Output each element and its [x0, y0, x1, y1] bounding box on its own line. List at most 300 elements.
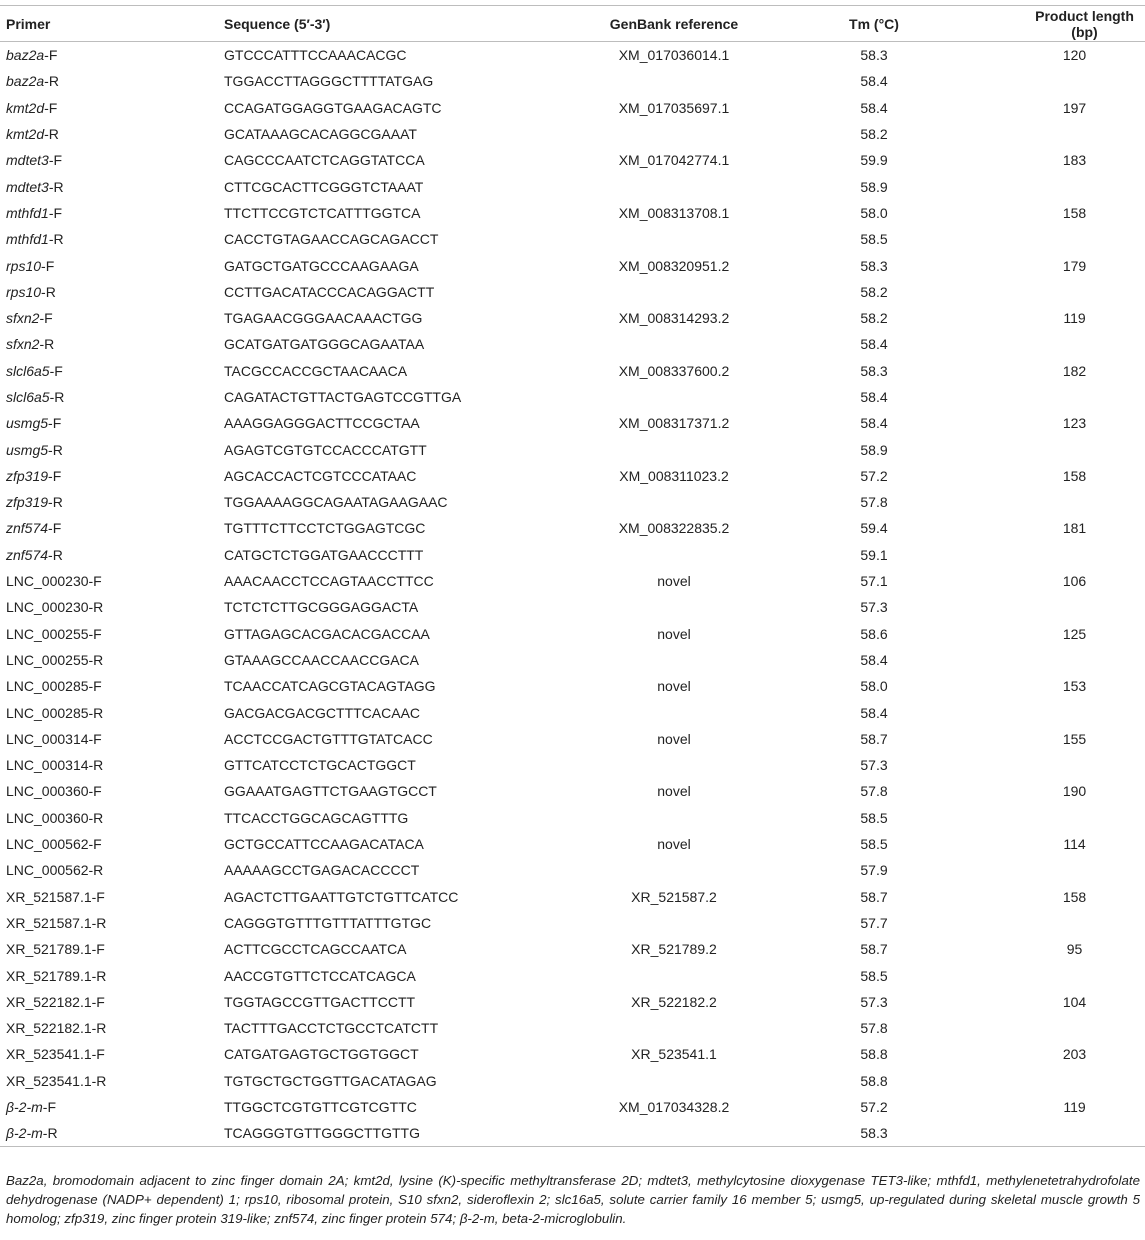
- genbank-cell: XM_008320951.2: [618, 257, 730, 274]
- tm-cell: 58.9: [860, 441, 888, 458]
- sequence-cell: TGGACCTTAGGGCTTTTATGAG: [224, 73, 434, 90]
- sequence-cell: AGACTCTTGAATTGTCTGTTCATCC: [224, 888, 459, 905]
- table-row: [0, 95, 1145, 121]
- primer-suffix: LNC_000230-F: [6, 573, 102, 590]
- table-row: [0, 910, 1145, 936]
- table-row: [0, 936, 1145, 962]
- primer-suffix: -F: [41, 257, 55, 274]
- product-length-cell: 119: [1063, 1099, 1086, 1116]
- header-sequence: Sequence (5′-3′): [218, 6, 564, 42]
- sequence-cell: AAAGGAGGGACTTCCGCTAA: [224, 415, 420, 432]
- table-row: [0, 436, 1145, 462]
- table-row: [0, 1120, 1145, 1147]
- product-length-cell: 158: [1062, 204, 1087, 221]
- primer-cell: [0, 200, 218, 226]
- primer-cell: [0, 173, 218, 199]
- primer-suffix: XR_521789.1-F: [6, 941, 105, 958]
- primer-suffix: -R: [42, 1125, 58, 1142]
- gene-name: kmt2d: [6, 99, 45, 116]
- sequence-cell: CATGCTCTGGATGAACCCTTT: [224, 546, 424, 563]
- table-row: [0, 68, 1145, 94]
- tm-cell: 57.8: [860, 1020, 888, 1037]
- gene-name: mdtet3: [6, 152, 49, 169]
- primer-suffix: -F: [44, 99, 58, 116]
- product-length-cell: [964, 121, 1145, 147]
- tm-cell: 59.9: [860, 152, 888, 169]
- sequence-cell: TACGCCACCGCTAACAACA: [224, 362, 408, 379]
- primer-cell: [0, 358, 218, 384]
- sequence-cell: TCAACCATCAGCGTACAGTAGG: [224, 678, 436, 695]
- product-length-cell: [964, 857, 1145, 883]
- primer-suffix: -F: [44, 47, 58, 64]
- genbank-cell: XR_521789.2: [631, 941, 717, 958]
- gene-name: slcl6a5: [6, 389, 50, 405]
- table-row: [0, 252, 1145, 278]
- genbank-cell: [564, 542, 784, 568]
- product-length-cell: 125: [1062, 625, 1087, 642]
- genbank-cell: [564, 805, 784, 831]
- sequence-cell: TCAGGGTGTTGGGCTTGTTG: [218, 1120, 564, 1147]
- genbank-cell: novel: [657, 730, 691, 747]
- gene-name: baz2a: [6, 73, 45, 90]
- primer-suffix: -F: [48, 520, 62, 537]
- genbank-cell: [564, 1120, 784, 1147]
- table-row: [0, 463, 1145, 489]
- genbank-cell: XM_017042774.1: [618, 152, 730, 169]
- primer-cell: [0, 68, 218, 94]
- tm-cell: 58.3: [860, 257, 888, 274]
- table-row: [0, 410, 1145, 436]
- sequence-cell: CACCTGTAGAACCAGCAGACCT: [224, 231, 439, 248]
- product-length-cell: [964, 1120, 1145, 1147]
- table-row: [0, 200, 1145, 226]
- genbank-cell: [564, 279, 784, 305]
- table-row: [0, 489, 1145, 515]
- tm-cell: 58.7: [860, 730, 888, 747]
- genbank-cell: novel: [657, 625, 691, 642]
- tm-cell: 58.4: [860, 415, 888, 432]
- table-row: [0, 568, 1145, 594]
- table-row: [0, 962, 1145, 988]
- genbank-cell: [564, 68, 784, 94]
- primer-suffix: -R: [48, 546, 63, 563]
- table-row: [0, 778, 1145, 804]
- product-length-cell: 203: [1062, 1046, 1087, 1063]
- primer-suffix: -F: [48, 415, 62, 432]
- primer-suffix: XR_521789.1-R: [6, 967, 107, 984]
- primer-cell: [0, 252, 218, 278]
- table-row: [0, 989, 1145, 1015]
- genbank-cell: XM_008314293.2: [618, 310, 730, 327]
- primer-cell: [0, 1094, 218, 1120]
- product-length-cell: 158: [1062, 467, 1087, 484]
- product-length-cell: [964, 699, 1145, 725]
- table-row: [0, 279, 1145, 305]
- product-length-cell: 155: [1062, 730, 1087, 747]
- primer-suffix: -R: [48, 494, 63, 511]
- genbank-cell: [564, 594, 784, 620]
- tm-cell: 58.4: [860, 336, 888, 353]
- genbank-cell: [564, 962, 784, 988]
- primer-cell: [0, 1120, 218, 1147]
- primer-cell: [0, 910, 218, 936]
- product-length-cell: [964, 752, 1145, 778]
- tm-cell: 58.4: [860, 99, 888, 116]
- tm-cell: 58.3: [860, 362, 888, 379]
- tm-cell: 57.8: [860, 783, 888, 800]
- sequence-cell: GGAAATGAGTTCTGAAGTGCCT: [224, 783, 437, 800]
- product-length-cell: 104: [1062, 993, 1087, 1010]
- tm-cell: 58.7: [860, 888, 888, 905]
- primer-cell: [0, 1041, 218, 1067]
- gene-name: usmg5: [6, 415, 49, 432]
- genbank-cell: XR_523541.1: [631, 1046, 717, 1063]
- genbank-cell: XM_008337600.2: [618, 362, 730, 379]
- primer-suffix: LNC_000562-R: [6, 862, 104, 879]
- table-row: [0, 542, 1145, 568]
- tm-cell: 59.1: [860, 546, 888, 563]
- sequence-cell: AAACAACCTCCAGTAACCTTCC: [224, 573, 434, 590]
- primer-suffix: XR_521587.1-R: [6, 914, 107, 931]
- sequence-cell: AAAAAGCCTGAGACACCCCT: [224, 862, 420, 879]
- primer-table: [0, 5, 1145, 1147]
- product-length-cell: [964, 805, 1145, 831]
- primer-cell: [0, 962, 218, 988]
- gene-name: mdtet3: [6, 178, 49, 195]
- primer-cell: [0, 1015, 218, 1041]
- primer-suffix: LNC_000562-F: [6, 836, 102, 853]
- tm-cell: 59.4: [860, 520, 888, 537]
- primer-cell: [0, 463, 218, 489]
- primer-suffix: -F: [48, 467, 62, 484]
- table-row: [0, 1068, 1145, 1094]
- sequence-cell: GTCCCATTTCCAAACACGC: [224, 47, 407, 64]
- primer-suffix: LNC_000314-R: [6, 757, 104, 774]
- table-footnote: Baz2a, bromodomain adjacent to zinc finger domain 2A; kmt2d, lysine (K)-specific methyltransferase 2D; mdtet3, methylcytosine dioxygenase TET3-like; mthfd1, methylenetetrahydrofolate dehydrogenase (NADP+ dependent) 1; rps10, ribosomal protein, S10 sfxn2, sideroflexin 2; slc16a5, solute carrier family 16 member 5; usmg5, up-regulated during skeletal muscle growth 5 homolog; zfp319, zinc finger protein 319-like; znf574, zinc finger protein 574; β-2-m, beta-2-microglobulin.: [6, 1173, 1140, 1226]
- tm-cell: 57.3: [860, 757, 888, 774]
- primer-suffix: LNC_000255-R: [6, 651, 104, 668]
- table-row: [0, 1015, 1145, 1041]
- gene-name: usmg5: [6, 441, 49, 458]
- primer-suffix: XR_523541.1-F: [6, 1046, 105, 1063]
- primer-cell: [0, 1068, 218, 1094]
- product-length-cell: 153: [1062, 678, 1087, 695]
- sequence-cell: GACGACGACGCTTTCACAAC: [224, 704, 421, 721]
- genbank-cell: XM_008311023.2: [619, 467, 729, 484]
- tm-cell: 58.4: [860, 389, 888, 405]
- primer-cell: [0, 778, 218, 804]
- product-length-cell: 197: [1062, 99, 1087, 116]
- sequence-cell: TTCACCTGGCAGCAGTTTG: [224, 809, 409, 826]
- product-length-cell: 182: [1062, 362, 1087, 379]
- primer-suffix: -F: [48, 204, 63, 221]
- genbank-cell: [564, 752, 784, 778]
- primer-cell: [0, 542, 218, 568]
- genbank-cell: [564, 384, 784, 410]
- gene-name: znf574: [6, 546, 49, 563]
- primer-cell: [0, 279, 218, 305]
- primer-cell: [0, 621, 218, 647]
- genbank-cell: XM_008317371.2: [618, 415, 730, 432]
- primer-cell: [0, 331, 218, 357]
- product-length-cell: [964, 68, 1145, 94]
- primer-cell: [0, 831, 218, 857]
- header-product-length: Product length (bp): [964, 6, 1145, 42]
- primer-suffix: LNC_000360-R: [6, 809, 104, 826]
- primer-suffix: LNC_000230-R: [6, 599, 104, 616]
- primer-cell: [0, 726, 218, 752]
- primer-cell: [0, 410, 218, 436]
- primer-suffix: -R: [44, 73, 59, 90]
- primer-suffix: -R: [44, 126, 59, 143]
- genbank-cell: novel: [657, 783, 691, 800]
- product-length-cell: 179: [1062, 257, 1087, 274]
- product-length-cell: [964, 173, 1145, 199]
- product-length-cell: [964, 910, 1145, 936]
- tm-cell: 58.7: [860, 941, 888, 958]
- gene-name: rps10: [6, 257, 42, 274]
- genbank-cell: XM_017034328.2: [618, 1099, 730, 1116]
- table-row: [0, 331, 1145, 357]
- product-length-cell: [964, 489, 1145, 515]
- primer-suffix: LNC_000360-F: [6, 783, 102, 800]
- sequence-cell: GTTCATCCTCTGCACTGGCT: [224, 757, 416, 774]
- table-row: [0, 1094, 1145, 1120]
- genbank-cell: XM_017036014.1: [618, 47, 730, 64]
- primer-suffix: LNC_000314-F: [6, 730, 102, 747]
- product-length-cell: [964, 279, 1145, 305]
- genbank-cell: [564, 857, 784, 883]
- table-row: [0, 673, 1145, 699]
- product-length-cell: [964, 962, 1145, 988]
- primer-suffix: -R: [39, 336, 55, 353]
- genbank-cell: XM_008313708.1: [618, 204, 730, 221]
- primer-suffix: XR_522182.1-R: [6, 1020, 107, 1037]
- primer-suffix: -R: [48, 178, 64, 195]
- header-genbank: GenBank reference: [564, 6, 784, 42]
- sequence-cell: TTCTTCCGTCTCATTTGGTCA: [224, 204, 421, 221]
- primer-cell: [0, 568, 218, 594]
- gene-name: β-2-m: [6, 1099, 43, 1116]
- primer-suffix: LNC_000285-R: [6, 704, 104, 721]
- primer-cell: [0, 752, 218, 778]
- product-length-cell: 106: [1062, 573, 1087, 590]
- primer-suffix: LNC_000255-F: [6, 625, 102, 642]
- product-length-cell: 120: [1062, 47, 1087, 64]
- table-row: [0, 515, 1145, 541]
- genbank-cell: [564, 489, 784, 515]
- product-length-cell: 181: [1062, 520, 1087, 537]
- product-length-cell: [964, 331, 1145, 357]
- primer-cell: [0, 647, 218, 673]
- sequence-cell: CAGATACTGTTACTGAGTCCGTTGA: [224, 389, 462, 405]
- gene-name: sfxn2: [6, 310, 40, 327]
- header-tm: Tm (°C): [784, 6, 964, 42]
- primer-cell: [0, 857, 218, 883]
- product-length-cell: [964, 384, 1145, 410]
- tm-cell: 57.2: [860, 1099, 888, 1116]
- table-row: [0, 173, 1145, 199]
- genbank-cell: [564, 699, 784, 725]
- sequence-cell: TTGGCTCGTGTTCGTCGTTC: [224, 1099, 417, 1116]
- genbank-cell: [564, 910, 784, 936]
- sequence-cell: GTAAAGCCAACCAACCGACA: [224, 651, 419, 668]
- product-length-cell: 95: [1066, 941, 1083, 958]
- sequence-cell: TGAGAACGGGAACAAACTGG: [224, 310, 423, 327]
- genbank-cell: [564, 331, 784, 357]
- primer-cell: [0, 699, 218, 725]
- sequence-cell: CTTCGCACTTCGGGTCTAAAT: [224, 178, 424, 195]
- product-length-cell: [964, 436, 1145, 462]
- sequence-cell: TCTCTCTTGCGGGAGGACTA: [224, 599, 419, 616]
- product-length-cell: [964, 1015, 1145, 1041]
- tm-cell: 57.3: [860, 993, 888, 1010]
- table-row: [0, 226, 1145, 252]
- tm-cell: 58.5: [860, 836, 888, 853]
- gene-name: sfxn2: [6, 336, 40, 353]
- genbank-cell: XR_522182.2: [631, 993, 717, 1010]
- tm-cell: 57.9: [860, 862, 888, 879]
- primer-suffix: XR_521587.1-F: [6, 888, 105, 905]
- gene-name: zfp319: [6, 494, 49, 511]
- table-row: [0, 831, 1145, 857]
- header-primer: Primer: [0, 6, 218, 42]
- tm-cell: 58.9: [860, 178, 888, 195]
- genbank-cell: novel: [657, 573, 691, 590]
- gene-name: znf574: [6, 520, 49, 537]
- primer-cell: [0, 673, 218, 699]
- primer-cell: [0, 436, 218, 462]
- tm-cell: 57.7: [860, 914, 888, 931]
- table-body: [0, 42, 1145, 1147]
- primer-cell: [0, 989, 218, 1015]
- table-row: [0, 647, 1145, 673]
- table-row: [0, 805, 1145, 831]
- tm-cell: 58.4: [860, 704, 888, 721]
- genbank-cell: XR_521587.2: [631, 888, 717, 905]
- sequence-cell: GCATAAAGCACAGGCGAAAT: [224, 126, 417, 143]
- sequence-cell: GCATGATGATGGGCAGAATAA: [224, 336, 425, 353]
- gene-name: rps10: [6, 283, 42, 300]
- sequence-cell: AGCACCACTCGTCCCATAAC: [224, 467, 417, 484]
- table-row: [0, 147, 1145, 173]
- tm-cell: 58.6: [860, 625, 888, 642]
- primer-cell: [0, 805, 218, 831]
- product-length-cell: 119: [1063, 310, 1086, 327]
- tm-cell: 58.3: [860, 47, 888, 64]
- table-row: [0, 884, 1145, 910]
- primer-cell: [0, 95, 218, 121]
- product-length-cell: [964, 647, 1145, 673]
- tm-cell: 58.0: [860, 678, 888, 695]
- primer-suffix: -F: [39, 310, 53, 327]
- primer-cell: [0, 594, 218, 620]
- primer-cell: [0, 936, 218, 962]
- table-header-row: [0, 6, 1145, 42]
- primer-cell: [0, 226, 218, 252]
- product-length-cell: [964, 1068, 1145, 1094]
- table-row: [0, 1041, 1145, 1067]
- sequence-cell: CCAGATGGAGGTGAAGACAGTC: [224, 99, 442, 116]
- table-row: [0, 121, 1145, 147]
- table-row: [0, 726, 1145, 752]
- primer-cell: [0, 147, 218, 173]
- sequence-cell: GTTAGAGCACGACACGACCAA: [224, 625, 430, 642]
- genbank-cell: [564, 173, 784, 199]
- genbank-cell: [564, 226, 784, 252]
- genbank-cell: [564, 121, 784, 147]
- primer-cell: [0, 884, 218, 910]
- genbank-cell: XM_017035697.1: [618, 99, 730, 116]
- table-row: [0, 384, 1145, 410]
- primer-cell: [0, 305, 218, 331]
- genbank-cell: novel: [657, 836, 691, 853]
- sequence-cell: GATGCTGATGCCCAAGAAGA: [224, 257, 419, 274]
- primer-cell: [0, 42, 218, 69]
- sequence-cell: ACTTCGCCTCAGCCAATCA: [224, 941, 407, 958]
- genbank-cell: [564, 1015, 784, 1041]
- tm-cell: 58.8: [860, 1072, 888, 1089]
- genbank-cell: [564, 647, 784, 673]
- sequence-cell: CAGCCCAATCTCAGGTATCCA: [224, 152, 425, 169]
- sequence-cell: GCTGCCATTCCAAGACATACA: [224, 836, 424, 853]
- gene-name: slcl6a5: [6, 362, 50, 379]
- product-length-cell: 114: [1063, 836, 1086, 853]
- table-row: [0, 857, 1145, 883]
- primer-suffix: -R: [49, 389, 65, 405]
- tm-cell: 58.0: [860, 204, 888, 221]
- product-length-cell: [964, 542, 1145, 568]
- primer-suffix: XR_523541.1-R: [6, 1072, 107, 1089]
- product-length-cell: 158: [1062, 888, 1087, 905]
- sequence-cell: AGAGTCGTGTCCACCCATGTT: [224, 441, 427, 458]
- sequence-cell: TGTGCTGCTGGTTGACATAGAG: [224, 1072, 437, 1089]
- table-row: [0, 594, 1145, 620]
- tm-cell: 58.3: [784, 1120, 964, 1147]
- tm-cell: 58.5: [860, 231, 888, 248]
- tm-cell: 58.8: [860, 1046, 888, 1063]
- sequence-cell: CATGATGAGTGCTGGTGGCT: [224, 1046, 419, 1063]
- gene-name: β-2-m: [6, 1125, 43, 1142]
- tm-cell: 57.1: [860, 573, 888, 590]
- primer-cell: [0, 384, 218, 410]
- gene-name: mthfd1: [6, 231, 49, 248]
- primer-cell: [0, 515, 218, 541]
- primer-suffix: -R: [48, 441, 63, 458]
- tm-cell: 58.5: [860, 967, 888, 984]
- product-length-cell: 190: [1062, 783, 1087, 800]
- table-row: [0, 752, 1145, 778]
- sequence-cell: CCTTGACATACCCACAGGACTT: [224, 283, 435, 300]
- tm-cell: 57.8: [860, 494, 888, 511]
- table-row: [0, 305, 1145, 331]
- primer-cell: [0, 489, 218, 515]
- tm-cell: 57.3: [860, 599, 888, 616]
- sequence-cell: AACCGTGTTCTCCATCAGCA: [224, 967, 416, 984]
- primer-suffix: XR_522182.1-F: [6, 993, 105, 1010]
- genbank-cell: XM_008322835.2: [618, 520, 730, 537]
- gene-name: baz2a: [6, 47, 45, 64]
- genbank-cell: [564, 1068, 784, 1094]
- gene-name: zfp319: [6, 467, 49, 484]
- tm-cell: 58.2: [860, 126, 888, 143]
- tm-cell: 57.2: [860, 467, 888, 484]
- product-length-cell: 123: [1062, 415, 1087, 432]
- sequence-cell: TGGTAGCCGTTGACTTCCTT: [224, 993, 416, 1010]
- sequence-cell: TGGAAAAGGCAGAATAGAAGAAC: [224, 494, 448, 511]
- sequence-cell: TGTTTCTTCCTCTGGAGTCGC: [224, 520, 426, 537]
- primer-suffix: -F: [42, 1099, 56, 1116]
